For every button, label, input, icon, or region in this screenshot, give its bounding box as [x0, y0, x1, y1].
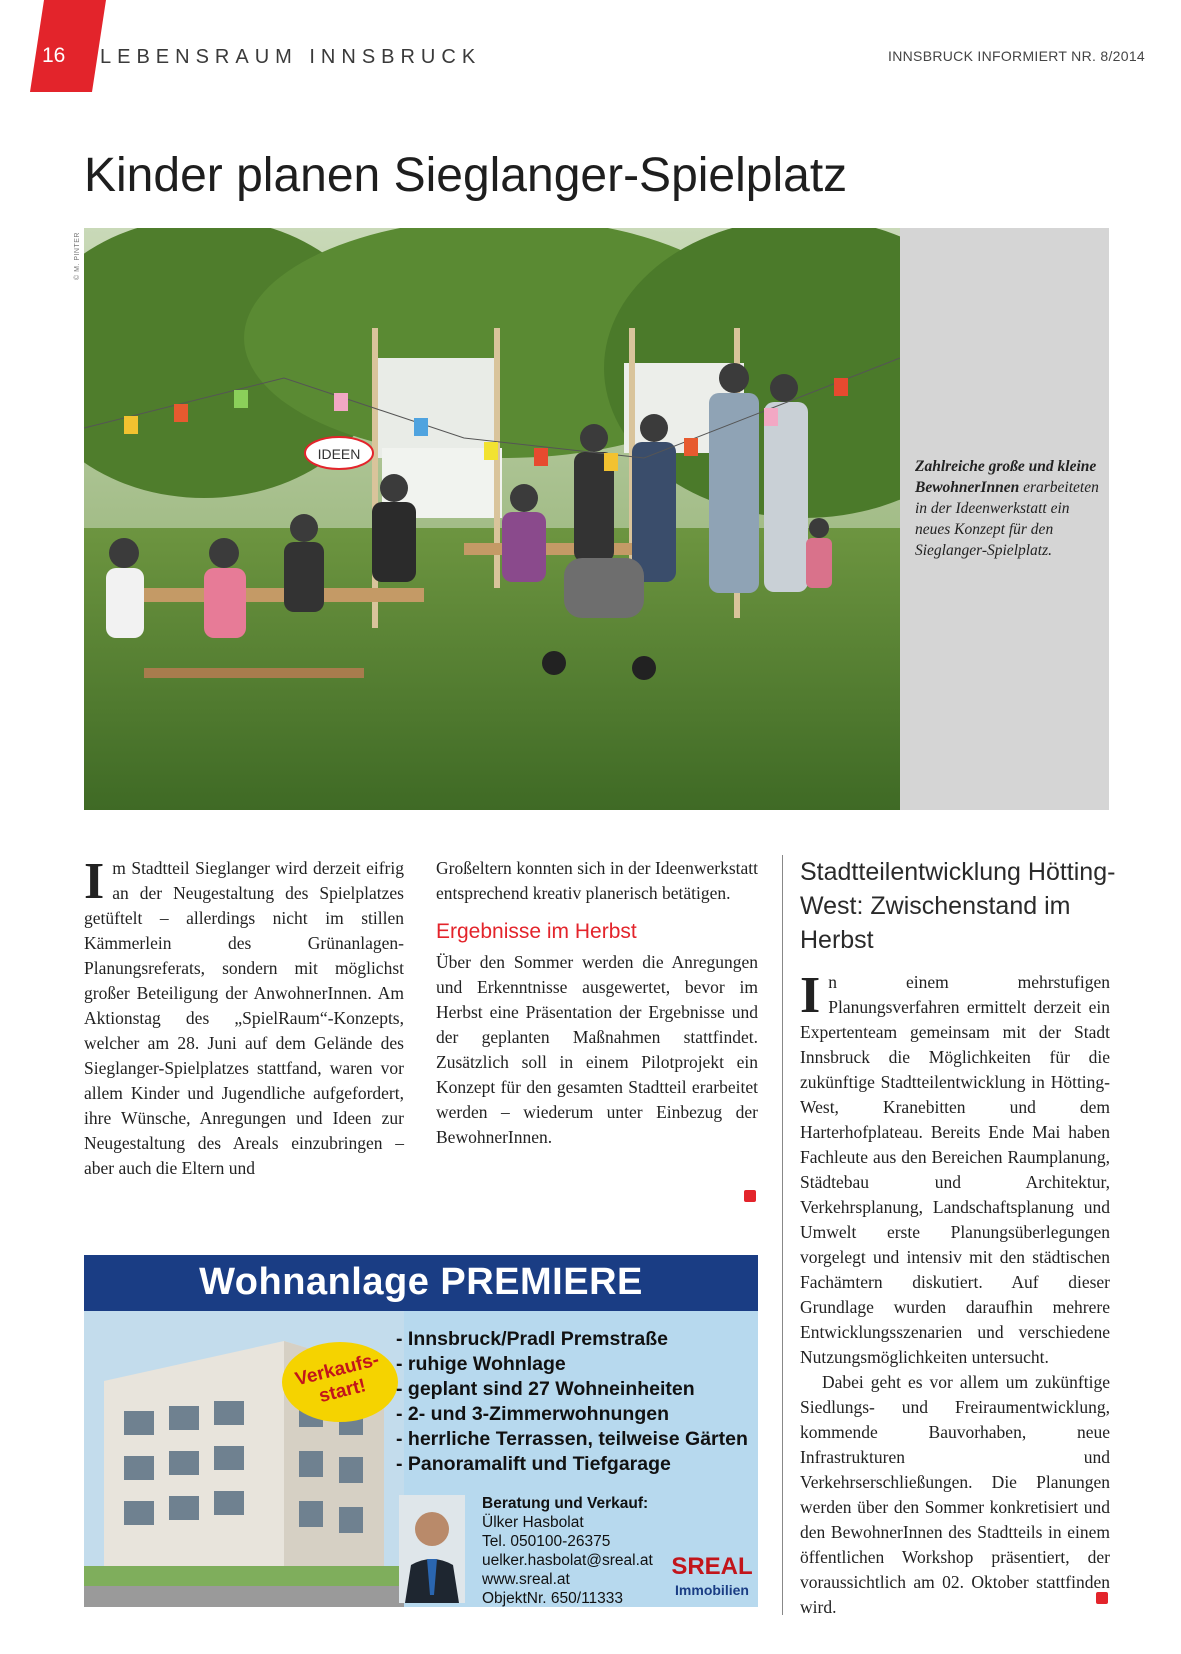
advertisement[interactable]	[84, 1255, 758, 1607]
sale-start-text: Verkaufs-start!	[293, 1349, 382, 1408]
contact-web[interactable]: www.sreal.at	[482, 1571, 570, 1588]
dropcap: I	[800, 967, 821, 1024]
issue-info: INNSBRUCK INFORMIERT NR. 8/2014	[888, 48, 1145, 64]
article-photo	[84, 228, 900, 810]
end-mark	[744, 1190, 756, 1202]
column-divider	[782, 855, 783, 1615]
photo-credit: © M. PINTER	[74, 232, 81, 280]
ad-feature: - ruhige Wohnlage	[396, 1353, 566, 1375]
ad-feature: - 2- und 3-Zimmerwohnungen	[396, 1403, 669, 1425]
caption-bold: Zahlreiche große und kleine BewohnerInnen	[915, 458, 1097, 496]
dropcap: I	[84, 853, 105, 910]
sidebar-text: n einem mehrstufigen Planungsverfahren ermittelt derzeit ein Expertenteam gemeinsam mit der Stadt Innsbruck die Möglichkeiten für die zukünftige Stadtteilentwicklung in Hötting-West, Kranebitten und dem Harterhofplateau. Bereits Ende Mai haben Fachleute aus den Bereichen Raumplanung, Städtebau und Architektur, Verkehrsplanung, Landschaftsplanung und Umwelt erste Planungsüberlegungen vorgelegt und intensiv mit den städtischen Fachämtern diskutiert. Auf dieser Grundlage wurden daraufhin mehrere Entwicklungsszenarien und verschiedene Nutzungsmöglichkeiten untersucht.	[800, 972, 1110, 1367]
photo-sign-text: IDEEN	[317, 446, 361, 462]
agent-photo	[399, 1495, 465, 1603]
sidebar-text: Dabei geht es vor allem um zukünftige Siedlungs- und Freiraumentwicklung, kommende Bauvorhaben, neue Infrastrukturen und Verkehrserschließungen. Die Planungen werden über den Sommer konkretisiert und den BewohnerInnen des Stadtteils in einem öffentlichen Workshop präsentiert, der voraussichtlich am 02. Oktober stattfinden wird.	[800, 1372, 1110, 1617]
contact-heading: Beratung und Verkauf:	[482, 1495, 649, 1512]
subheading: Ergebnisse im Herbst	[436, 920, 637, 943]
article-text: Großeltern konnten sich in der Ideenwerkstatt entsprechend kreativ planerisch betätigen.	[436, 858, 758, 903]
page-number: 16	[42, 44, 66, 67]
caption-rest: erarbeiteten in der Ideenwerkstatt ein neues Konzept für den Sieglanger-Spielplatz.	[915, 479, 1099, 559]
article-column-2	[436, 856, 758, 1150]
ad-feature: - geplant sind 27 Wohneinheiten	[396, 1378, 695, 1400]
sreal-logo	[670, 1555, 754, 1579]
sidebar-title: Stadtteilentwicklung Hötting-West: Zwischenstand im Herbst	[800, 858, 1116, 954]
sreal-logo-sub: Immobilien	[675, 1582, 749, 1598]
contact-phone[interactable]: Tel. 050100-26375	[482, 1533, 611, 1550]
sreal-logo-text: REAL	[687, 1553, 753, 1580]
ad-contact	[482, 1494, 653, 1607]
ad-feature: - Panoramalift und Tiefgarage	[396, 1453, 671, 1475]
sidebar-column	[800, 967, 1110, 1620]
ad-feature: - Innsbruck/Pradl Premstraße	[396, 1328, 669, 1350]
ad-title: Wohnanlage PREMIERE	[199, 1261, 643, 1303]
article-text: Über den Sommer werden die Anregungen und Erkenntnisse ausgewertet, bevor im Herbst eine Präsentation der Ergebnisse und der geplanten Maßnahmen stattfindet. Zusätzlich soll in einem Pilotprojekt ein Konzept für den gesamten Stadtteil erarbeitet werden – wiederum unter Einbezug der BewohnerInnen.	[436, 952, 758, 1147]
photo-caption	[915, 456, 1100, 561]
sreal-logo-prefix: S	[671, 1553, 688, 1580]
ad-feature: - herrliche Terrassen, teilweise Gärten	[396, 1428, 748, 1450]
contact-object-number: ObjektNr. 650/11333	[482, 1590, 624, 1607]
article-headline: Kinder planen Sieglanger-Spielplatz	[84, 149, 848, 202]
contact-email[interactable]: uelker.hasbolat@sreal.at	[482, 1552, 653, 1569]
end-mark	[1096, 1592, 1108, 1604]
contact-name: Ülker Hasbolat	[482, 1514, 584, 1531]
article-column-1	[84, 853, 404, 1181]
section-title: LEBENSRAUM INNSBRUCK	[100, 46, 482, 68]
ad-feature-list	[396, 1327, 748, 1477]
article-text: m Stadtteil Sieglanger wird derzeit eifrig an der Neugestaltung des Spielplatzes getüftelt – allerdings nicht im stillen Kämmerlein des Grünanlagen-Planungsreferats, sondern mit möglichst großer Beteiligung der AnwohnerInnen. Am Aktionstag des „SpielRaum“-Konzepts, welcher am 28. Juni auf dem Gelände des Sieglanger-Spielplatzes stattfand, waren vor allem Kinder und Jugendliche aufgefordert, ihre Wünsche, Anregungen und Ideen zur Neugestaltung des Areals einzubringen – aber auch die Eltern und	[84, 858, 404, 1178]
